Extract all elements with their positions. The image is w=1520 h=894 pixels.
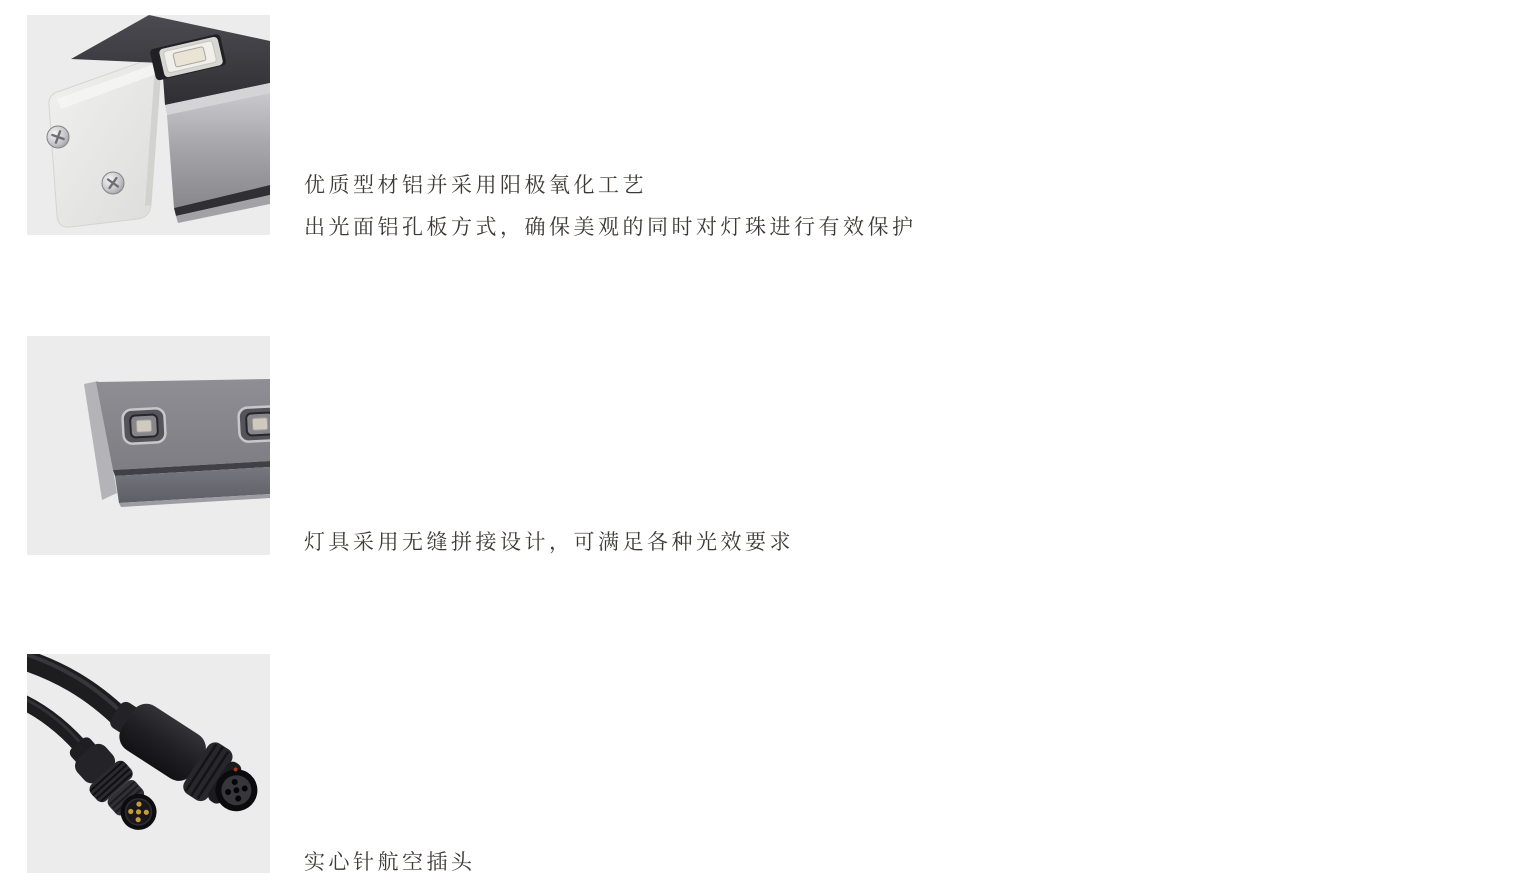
caption-line: 出光面铝孔板方式，确保美观的同时对灯珠进行有效保护 [304, 215, 917, 239]
aviation-plug-illustration [27, 654, 270, 873]
caption-line: 实心针航空插头 [304, 850, 476, 874]
solid-pin-aviation-plug-photo [27, 654, 270, 873]
caption-line: 灯具采用无缝拼接设计，可满足各种光效要求 [304, 530, 794, 554]
aluminum-profile-end-cap-photo [27, 15, 270, 235]
feature-caption-aviation-plug [304, 841, 476, 883]
feature-caption-anodized-aluminum [304, 164, 917, 248]
caption-line: 优质型材铝并采用阳极氧化工艺 [304, 173, 647, 197]
led-bar-endcap-illustration [27, 15, 270, 235]
led-bar-surface-illustration [27, 336, 270, 555]
seamless-splicing-light-bar-photo [27, 336, 270, 555]
feature-caption-seamless-splicing [304, 521, 794, 563]
